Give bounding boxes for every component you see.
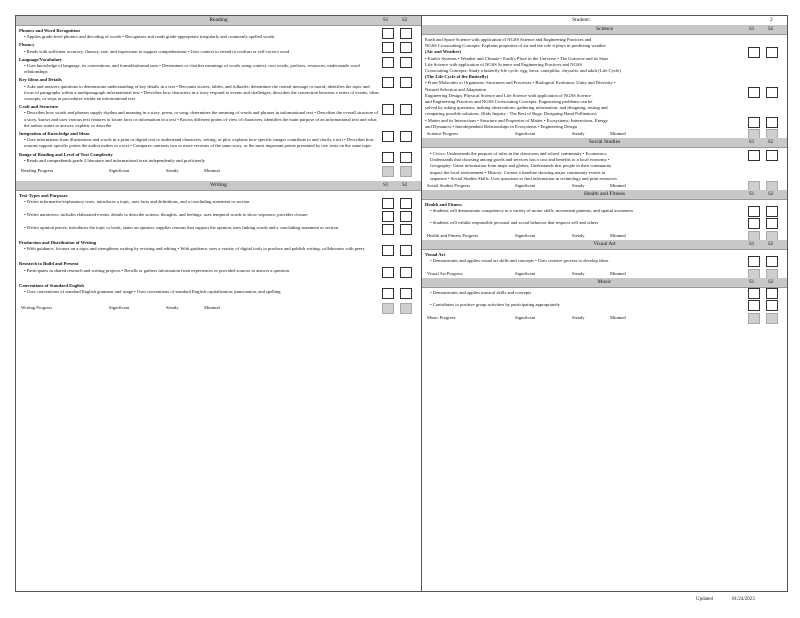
- s1-checkbox[interactable]: [382, 28, 394, 39]
- reading-progress-row: [16, 167, 421, 175]
- s1-checkbox[interactable]: [382, 224, 394, 235]
- visual-section-title: Visual Art: [593, 241, 616, 248]
- standard-heading: Craft and Structure: [19, 104, 59, 110]
- reading-standard: [16, 26, 421, 40]
- social-standards: [422, 148, 787, 182]
- standard-heading: Integration of Knowledge and Ideas: [19, 131, 90, 137]
- social-section-header: [422, 138, 787, 148]
- reading-section-title: Reading: [209, 17, 228, 23]
- s2-checkbox[interactable]: [766, 256, 778, 267]
- science-line: • Earth's Systems • Weather and Climate • Earth's Place in the Universe • The Universe and its Stars: [425, 55, 609, 61]
- standard-item: • Participates in shared research and writing projects • Recalls or gathers information from experiences or provided sources to answer a question: [24, 267, 290, 273]
- s2-checkbox[interactable]: [400, 198, 412, 209]
- s1-checkbox[interactable]: [748, 313, 760, 324]
- science-line: (Air and Weather): [425, 49, 462, 55]
- health-item: • Students will demonstrate competency in a variety of motor skills, movement patterns, and spatial awareness: [430, 208, 634, 214]
- standard-heading: Conventions of Standard English: [19, 282, 84, 288]
- writing-standard: [16, 281, 421, 289]
- s2-checkbox[interactable]: [766, 288, 778, 299]
- report-card-page: [15, 15, 788, 592]
- s2-checkbox[interactable]: [400, 77, 412, 88]
- student-label: Student:: [572, 17, 591, 23]
- s1-checkbox[interactable]: [382, 57, 394, 68]
- s2-checkbox[interactable]: [400, 42, 412, 53]
- s1-checkbox[interactable]: [748, 288, 760, 299]
- minimal-label: Minimal: [610, 131, 626, 137]
- s2-checkbox[interactable]: [766, 150, 778, 161]
- science-line: Crosscutting Concepts: Study a butterfly life cycle: egg, larva, caterpillar, chrysalis, and adult (Life Cycle): [425, 68, 621, 74]
- steady-label: Steady: [572, 183, 585, 189]
- s1-checkbox[interactable]: [748, 300, 760, 311]
- visual-heading: Visual Art: [425, 252, 446, 258]
- science-progress-label: Science Progress: [427, 131, 459, 137]
- writing-progress-label: Writing Progress: [21, 304, 53, 310]
- writing-standard: [16, 259, 421, 267]
- standard-heading: Production and Distribution of Writing: [19, 240, 97, 246]
- music-s2-label: S2: [768, 280, 774, 286]
- social-s1-label: S1: [749, 140, 755, 146]
- science-line: Earth and Space Science with application of NGSS Science and Engineering Practices and: [425, 37, 592, 42]
- writing-item-row: [16, 289, 421, 302]
- health-item-row: [422, 220, 787, 232]
- minimal-label: Minimal: [610, 183, 626, 189]
- s1-checkbox[interactable]: [748, 218, 760, 229]
- standard-item: • Describes how words and phrases supply rhythm and meaning in a story, poem, or song; determines the meaning of words and phrases in informational text • Describes the overall structure of a story, knows and uses various text features to locate facts or information in a text • Knows different points of view of characters, identifies the main purpose of an informational text and what the author wants to answer, explain, or describe: [24, 110, 379, 128]
- science-section-title: Science: [595, 26, 614, 32]
- standard-item: • Uses information from illustrations and words in a print or digital text to understand characters, setting, or plot, explains how specific images contribute to and clarify a text • Describes how reasons support specific points the author makes in a text • Compares contrasts two or more versions of the same story, or the most important points presented by two texts on the same topic: [24, 137, 374, 149]
- social-line: sequence • Social Studies Skills: Uses questions to find information in technology and print resources: [430, 175, 617, 181]
- standard-item: • Uses knowledge of language, its conventions, and formal/informal uses • Determines or clarifies meanings of words using context, root words, prefixes, resources; understands word relationships: [24, 63, 360, 75]
- writing-section-header: [16, 181, 421, 191]
- s1-checkbox[interactable]: [748, 47, 760, 58]
- writing-item-row: [16, 225, 421, 238]
- significant-label: Significant: [515, 315, 536, 321]
- writing-standard: [16, 238, 421, 246]
- significant-label: Significant: [515, 233, 536, 239]
- steady-label: Steady: [166, 304, 179, 310]
- s1-checkbox[interactable]: [382, 104, 394, 115]
- social-line: Geography: Gains information from maps and globes; Understands that people in their community: [430, 163, 612, 169]
- standard-item: • Asks and answers questions to demonstrate understanding of key details in a text • Recounts stories, fables, and folktales; determines the central message or moral; identifies the topic and focus of paragraphs within a multiparagraph informational text • Describes how characters in a story respond to events and challenges; describes the connection between a series of events, ideas concepts, or steps in procedures within an informational text: [24, 83, 379, 102]
- visual-progress-label: Visual Art Progress: [427, 271, 463, 277]
- writing-item-row: [16, 199, 421, 212]
- standard-heading: Phonics and Word Recognition: [19, 28, 80, 33]
- reading-standard: [16, 40, 421, 54]
- social-line: impact the local environment • History: Creates a timeline showing major community events in: [430, 169, 606, 175]
- visual-s1-label: S1: [749, 242, 755, 248]
- s1-checkbox[interactable]: [382, 211, 394, 222]
- reading-standard: [16, 150, 421, 164]
- steady-label: Steady: [572, 271, 585, 277]
- science-section-header: [422, 25, 787, 35]
- science-line: NGSS Crosscutting Concepts: Explains properties of air and the role it plays in predicting weather: [425, 43, 606, 49]
- s2-checkbox[interactable]: [400, 303, 412, 314]
- standard-heading: Fluency: [19, 42, 35, 48]
- social-progress-label: Social Studies Progress: [427, 183, 471, 189]
- significant-label: Significant: [515, 131, 536, 137]
- s2-checkbox[interactable]: [400, 28, 412, 39]
- s2-checkbox[interactable]: [400, 267, 412, 278]
- music-item: • Demonstrates and applies musical skills and concepts: [430, 290, 532, 296]
- s1-checkbox[interactable]: [748, 150, 760, 161]
- music-item: • Contributes to positive group activities by participating appropriately: [430, 302, 560, 308]
- standard-item: • Applies grade-level phonics and decoding of words • Recognizes and reads grade-appropriate irregularly and commonly spelled words: [24, 34, 275, 40]
- science-progress-row: [422, 130, 787, 138]
- right-column: [422, 16, 787, 591]
- writing-section-title: Writing: [210, 182, 227, 189]
- visual-s2-label: S2: [768, 242, 774, 248]
- s1-checkbox[interactable]: [748, 117, 760, 128]
- s1-checkbox[interactable]: [382, 152, 394, 163]
- standard-item: • Writes opinion pieces; introduces the topic or book, states an opinion, supplies reasons that support the opinion, uses linking words and a concluding statement or section: [24, 225, 339, 231]
- s2-checkbox[interactable]: [766, 87, 778, 98]
- visual-standards: [422, 250, 787, 270]
- s1-checkbox[interactable]: [748, 256, 760, 267]
- steady-label: Steady: [572, 233, 585, 239]
- steady-label: Steady: [572, 315, 585, 321]
- health-standards: [422, 200, 787, 232]
- writing-standard: [16, 191, 421, 199]
- updated-label: Updated: [696, 597, 713, 602]
- standard-heading: Language/Vocabulary: [19, 56, 63, 62]
- s1-checkbox[interactable]: [382, 303, 394, 314]
- left-column: [16, 16, 422, 591]
- standard-heading: Text Types and Purposes: [19, 193, 68, 199]
- reading-s2-label: S2: [402, 18, 408, 23]
- standard-item: • Writes narratives; includes elaborated events, details to describe actions, thoughts, and feelings; uses temporal words to show sequence, provides closure: [24, 212, 308, 218]
- social-progress-row: [422, 182, 787, 190]
- s2-checkbox[interactable]: [400, 224, 412, 235]
- science-line: Engineering Design, Physical Science and Life Science with application of NGSS Science: [425, 92, 592, 98]
- science-s1-label: S1: [749, 27, 755, 32]
- s2-checkbox[interactable]: [400, 288, 412, 299]
- health-item-row: [422, 208, 787, 220]
- science-line: and Engineering Practices and NGSS Crosscutting Concepts: Engineering problems can be: [425, 99, 593, 105]
- science-line: solved by asking questions, making observations, gathering information, and designing, testing and: [425, 105, 608, 111]
- health-s1-label: S1: [749, 192, 755, 198]
- s2-checkbox[interactable]: [766, 218, 778, 229]
- s2-checkbox[interactable]: [766, 300, 778, 311]
- reading-standard: [16, 75, 421, 102]
- updated-date: 01/24/2023: [732, 597, 755, 602]
- standard-item: • Reads with sufficient accuracy, fluency, rate, and expression to support comprehension • Uses context to reread to confirm or self-correct word: [24, 48, 290, 54]
- standard-item: • Writes informative/explanatory texts; introduces a topic, uses facts and definitions, and a concluding statement or section: [24, 199, 250, 205]
- reading-standard: [16, 129, 421, 150]
- writing-progress-row: [16, 304, 421, 312]
- music-section-title: Music: [597, 279, 612, 286]
- science-line: • Matter and its Interactions • Structure and Properties of Matter • Ecosystems: Interactions, Energy: [425, 117, 608, 123]
- significant-label: Significant: [515, 271, 536, 277]
- social-section-title: Social Studies: [588, 139, 621, 146]
- minimal-label: Minimal: [204, 168, 220, 174]
- science-line: • From Molecules to Organisms: Structures and Processes • Biological Evolution: Unity and Diversity •: [425, 80, 616, 86]
- s2-checkbox[interactable]: [400, 131, 412, 142]
- grade-value: 2: [770, 17, 773, 23]
- s2-checkbox[interactable]: [766, 313, 778, 324]
- minimal-label: Minimal: [610, 271, 626, 277]
- science-line: and Dynamics • Interdependent Relationships in Ecosystems • Engineering Design: [425, 123, 578, 129]
- s1-checkbox[interactable]: [382, 198, 394, 209]
- writing-item-row: [16, 268, 421, 281]
- minimal-label: Minimal: [610, 315, 626, 321]
- health-progress-label: Health and Fitness Progress: [427, 233, 479, 239]
- health-section-title: Health and Fitness: [584, 191, 625, 198]
- minimal-label: Minimal: [610, 233, 626, 239]
- s1-checkbox[interactable]: [748, 206, 760, 217]
- writing-item-row: [16, 212, 421, 225]
- s2-checkbox[interactable]: [766, 117, 778, 128]
- s1-checkbox[interactable]: [382, 77, 394, 88]
- s2-checkbox[interactable]: [766, 47, 778, 58]
- music-standards: [422, 288, 787, 314]
- s2-checkbox[interactable]: [400, 152, 412, 163]
- significant-label: Significant: [515, 183, 536, 189]
- reading-progress-label: Reading Progress: [21, 168, 54, 174]
- steady-label: Steady: [572, 131, 585, 137]
- s1-checkbox[interactable]: [382, 288, 394, 299]
- reading-s1-label: S1: [383, 18, 389, 23]
- student-header: [422, 16, 787, 25]
- s1-checkbox[interactable]: [382, 245, 394, 256]
- s1-checkbox[interactable]: [382, 267, 394, 278]
- writing-s1-label: S1: [383, 183, 389, 189]
- science-line: comparing possible solutions. (Kids Inquiry - The Best of Bugs: Designing Hand Pollinators): [425, 111, 597, 117]
- social-line: • Civics: Understands the purpose of rules in the classroom and school community • Economics:: [430, 151, 608, 157]
- writing-s2-label: S2: [402, 183, 408, 189]
- s2-checkbox[interactable]: [400, 57, 412, 68]
- visual-item-row: [422, 258, 787, 270]
- reading-standard: [16, 55, 421, 76]
- health-s2-label: S2: [768, 192, 774, 198]
- s1-checkbox[interactable]: [382, 166, 394, 177]
- standard-item: • Reads and comprehends grade 2 literature and informational texts independently and proficiently: [24, 157, 206, 163]
- significant-label: Significant: [109, 168, 130, 174]
- health-section-header: [422, 190, 787, 200]
- s2-checkbox[interactable]: [400, 245, 412, 256]
- visual-item: • Demonstrates and applies visual art skills and concepts • Uses creative process to develop ideas: [430, 258, 609, 264]
- standard-heading: Research to Build and Present: [19, 261, 79, 267]
- music-item-row: [422, 290, 787, 302]
- s1-checkbox[interactable]: [382, 131, 394, 142]
- writing-item-row: [16, 246, 421, 259]
- health-item: • Students will exhibit responsible personal and social behavior that respects self and others: [430, 220, 599, 226]
- significant-label: Significant: [109, 304, 130, 310]
- s1-checkbox[interactable]: [748, 87, 760, 98]
- steady-label: Steady: [166, 168, 179, 174]
- s2-checkbox[interactable]: [400, 166, 412, 177]
- visual-section-header: [422, 240, 787, 250]
- s2-checkbox[interactable]: [766, 206, 778, 217]
- reading-standard: [16, 102, 421, 129]
- s2-checkbox[interactable]: [400, 211, 412, 222]
- s1-checkbox[interactable]: [382, 42, 394, 53]
- music-section-header: [422, 278, 787, 288]
- music-progress-label: Music Progress: [427, 315, 456, 321]
- music-item-row: [422, 302, 787, 314]
- reading-section-header: [16, 16, 421, 26]
- science-standards: [422, 35, 787, 130]
- social-s2-label: S2: [768, 140, 774, 146]
- health-progress-row: [422, 232, 787, 240]
- social-line: Understands that choosing among goods and services has a cost and benefits to a local economy •: [430, 157, 610, 163]
- music-progress-row: [422, 314, 787, 322]
- standard-heading: Range of Reading and Level of Text Complexity: [19, 151, 113, 157]
- music-s1-label: S1: [749, 280, 755, 286]
- s2-checkbox[interactable]: [400, 104, 412, 115]
- standard-item: • With guidance, focuses on a topic and strengthens writing by revising and editing • With guidance, uses a variety of digital tools to produce and publish writing, collaborates with peers: [24, 246, 365, 252]
- standard-item: • Uses conventions of standard English grammar and usage • Uses conventions of standard English capitalization, punctuation, and spelling: [24, 288, 281, 294]
- health-heading: Health and Fitness: [425, 202, 462, 208]
- science-s2-label: S2: [768, 27, 774, 32]
- science-line: Life Science with application of NGSS Science and Engineering Practices and NGSS: [425, 61, 583, 67]
- visual-progress-row: [422, 270, 787, 278]
- standard-heading: Key Ideas and Details: [19, 77, 62, 83]
- minimal-label: Minimal: [204, 304, 220, 310]
- science-line: Natural Selection and Adaptation: [425, 86, 487, 92]
- science-line: (The Life Cycle of the Butterfly): [425, 74, 489, 80]
